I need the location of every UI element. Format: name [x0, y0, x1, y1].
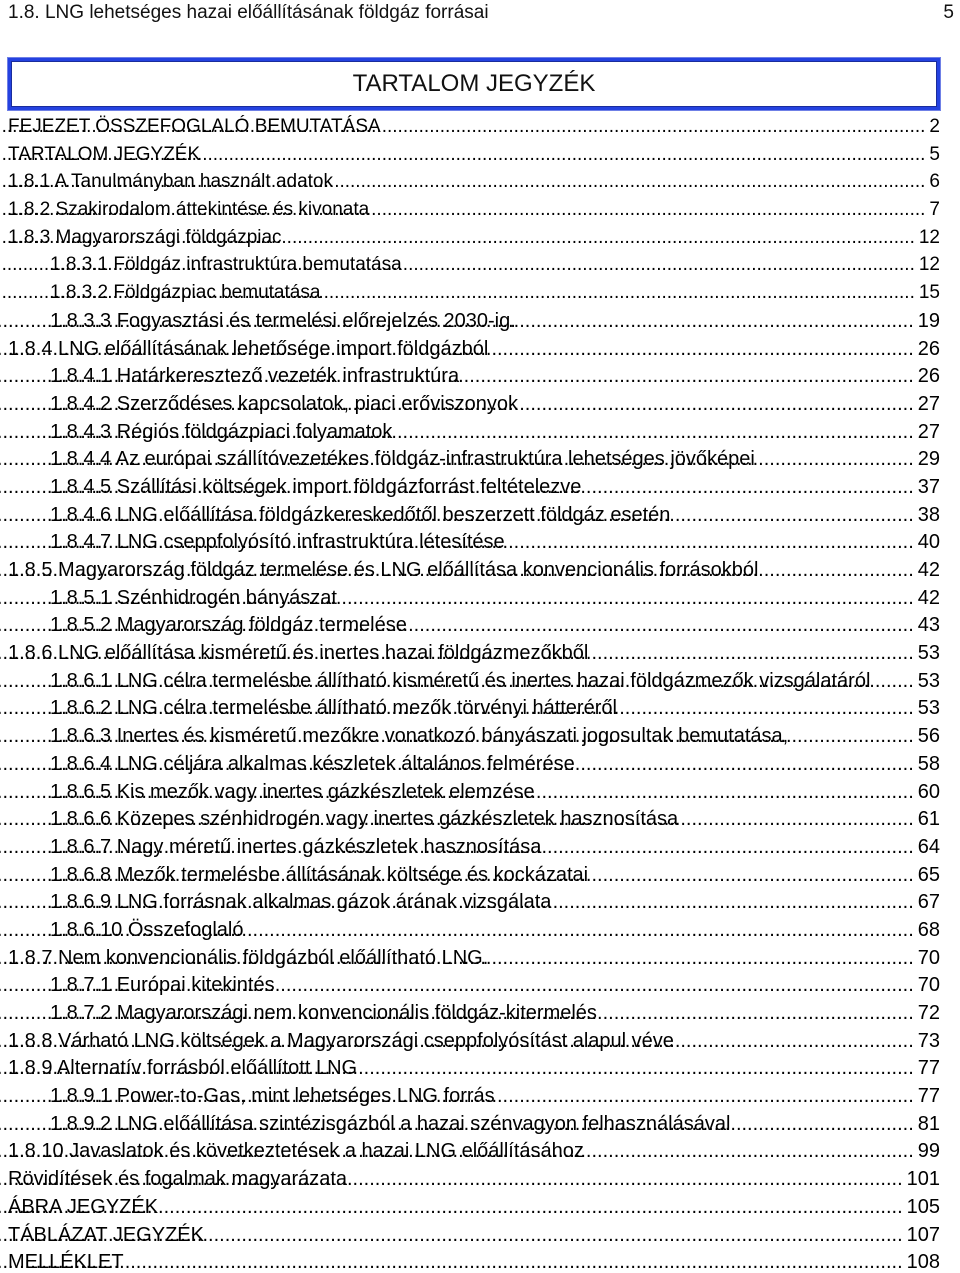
toc-leader	[617, 698, 914, 718]
toc-entry-page: 81	[917, 1112, 940, 1135]
toc-leader	[678, 809, 914, 829]
toc-leader	[320, 283, 914, 303]
toc-entry[interactable]	[8, 865, 940, 885]
toc-entry-text: FEJEZET ÖSSZEFOGLALÓ BEMUTATÁSA	[8, 116, 381, 137]
toc-entry-page: 56	[917, 725, 940, 748]
toc-leader	[584, 1141, 914, 1161]
toc-entry[interactable]	[8, 311, 940, 331]
toc-entry-page: 43	[917, 614, 940, 637]
toc-entry-text: 1.8.6.8 Mezők termelésbe állításának költsége és kockázatai	[50, 863, 589, 886]
toc-entry-page: 12	[918, 226, 940, 248]
toc-entry-text: 1.8.6.5 Kis mezők vagy inertes gázkészletek elemzése	[50, 780, 535, 803]
toc-entry-page: 101	[906, 1168, 940, 1191]
toc-entry[interactable]	[8, 615, 940, 635]
toc-leader	[575, 754, 914, 774]
toc-entry-text: 1.8.4.7 LNG cseppfolyósító infrastruktúra létesítése	[50, 531, 505, 554]
toc-entry-page: 77	[917, 1057, 940, 1080]
toc-entry[interactable]	[8, 1086, 940, 1106]
toc-entry[interactable]	[8, 228, 940, 248]
toc-leader	[158, 1197, 903, 1217]
toc-entry-page: 19	[917, 309, 940, 332]
toc-entry[interactable]	[8, 394, 940, 414]
toc-leader	[588, 643, 913, 663]
toc-leader	[535, 782, 914, 802]
toc-entry[interactable]	[8, 1058, 940, 1078]
toc-entry-text: 1.8.5.1 Szénhidrogén bányászat	[50, 586, 337, 609]
toc-entry-text: 1.8.5.2 Magyarország földgáz termelése	[50, 614, 407, 637]
toc-leader	[674, 1031, 914, 1051]
toc-entry-page: 2	[929, 116, 940, 137]
header-title: 1.8. LNG lehetséges hazai előállításának földgáz forrásai	[8, 2, 489, 23]
toc-entry-page: 107	[906, 1223, 940, 1246]
toc-entry-text: 1.8.6.4 LNG céljára alkalmas készletek általános felmérése	[50, 752, 575, 775]
toc-entry-page: 72	[917, 1002, 940, 1024]
toc-entry[interactable]	[8, 754, 940, 774]
toc-entry-page: 58	[917, 752, 940, 775]
toc-entry-text: 1.8.1 A Tanulmányban használt adatok	[8, 171, 334, 193]
toc-entry[interactable]	[8, 1031, 940, 1051]
toc-entry-text: 1.8.3.1 Földgáz infrastruktúra bemutatása	[50, 254, 402, 276]
toc-entry[interactable]	[8, 145, 940, 165]
toc-entry-page: 37	[917, 475, 940, 498]
toc-leader	[581, 477, 913, 497]
toc-leader	[124, 1252, 903, 1272]
toc-entry-page: 26	[917, 337, 940, 360]
toc-entry-page: 12	[918, 254, 940, 276]
toc-entry[interactable]	[8, 1197, 940, 1217]
toc-entry[interactable]	[8, 948, 940, 968]
toc-entry[interactable]	[8, 172, 940, 192]
toc-entry-page: 27	[917, 392, 940, 415]
toc-entry-text: 1.8.4.3 Régiós földgázpiaci folyamatok	[50, 420, 393, 443]
toc-leader	[275, 975, 914, 995]
toc-entry[interactable]	[8, 1141, 940, 1161]
toc-entry-text: MELLÉKLET	[8, 1251, 124, 1273]
toc-entry-text: 1.8.7 Nem konvencionális földgázból előállítható LNG.	[8, 946, 489, 969]
toc-leader	[597, 1003, 914, 1023]
toc-leader	[788, 726, 914, 746]
toc-entry-text: 1.8.8 Várható LNG költségek a Magyarországi cseppfolyósítást alapul véve	[8, 1029, 674, 1052]
toc-entry-text: 1.8.6.1 LNG célra termelésbe állítható kisméretű és inertes hazai földgázmezők vizsgálatáról	[50, 669, 871, 692]
toc-entry-page: 29	[917, 448, 940, 471]
toc-leader	[588, 865, 914, 885]
toc-entry-text: 1.8.5 Magyarország földgáz termelése és LNG előállítása konvencionális forrásokból	[8, 559, 759, 581]
toc-entry-text: 1.8.4.6 LNG előállítása földgázkereskedőtől beszerzett földgáz esetén	[50, 503, 671, 526]
toc-entry[interactable]	[8, 920, 940, 940]
toc-leader	[333, 172, 925, 192]
toc-entry-text: 1.8.10 Javaslatok és következtetések a hazai LNG előállításához	[8, 1140, 584, 1163]
toc-list	[8, 117, 940, 1272]
toc-leader	[488, 948, 913, 968]
toc-entry-text: 1.8.7.1 Európai kitekintés	[50, 974, 275, 997]
toc-entry-text: 1.8.2 Szakirodalom áttekintése és kivonata	[8, 199, 370, 221]
toc-entry-text: 1.8.9 Alternatív forrásból előállított LNG	[8, 1057, 358, 1080]
toc-entry-page: 40	[917, 531, 940, 554]
toc-entry-page: 42	[917, 586, 940, 609]
toc-leader	[459, 366, 914, 386]
toc-leader	[200, 145, 925, 165]
toc-entry-page: 5	[929, 143, 940, 165]
toc-entry-page: 42	[917, 559, 940, 581]
toc-entry-page: 70	[917, 946, 940, 969]
toc-entry[interactable]	[8, 892, 940, 912]
toc-entry-text: TÁBLÁZAT JEGYZÉK	[8, 1223, 204, 1246]
toc-leader	[505, 532, 914, 552]
toc-entry-text: 1.8.6.2 LNG célra termelésbe állítható mezők törvényi hátteréről	[50, 697, 617, 720]
toc-entry-page: 64	[917, 835, 940, 858]
toc-leader	[516, 311, 914, 331]
toc-leader	[541, 837, 913, 857]
toc-entry-page: 108	[906, 1251, 940, 1273]
toc-entry-text: Rövidítések és fogalmak magyarázata	[8, 1168, 348, 1191]
toc-entry-page: 6	[929, 171, 940, 193]
toc-entry[interactable]	[8, 1225, 940, 1245]
toc-entry-text: 1.8.3.2 Földgázpiac bemutatása	[50, 282, 321, 304]
toc-entry-text: 1.8.4 LNG előállításának lehetősége import földgázból	[8, 337, 489, 360]
toc-entry[interactable]	[8, 671, 940, 691]
toc-entry[interactable]	[8, 809, 940, 829]
toc-entry-page: 65	[917, 863, 940, 886]
toc-entry-text: 1.8.6.7 Nagy méretű inertes gázkészletek hasznosítása	[50, 835, 542, 858]
toc-leader	[337, 588, 914, 608]
toc-entry[interactable]	[8, 422, 940, 442]
toc-entry-page: 99	[917, 1140, 940, 1163]
toc-leader	[495, 1086, 914, 1106]
toc-entry[interactable]	[8, 560, 940, 580]
toc-entry-text: 1.8.9.1 Power-to-Gas, mint lehetséges LNG forrás	[50, 1085, 495, 1108]
toc-leader	[518, 394, 914, 414]
toc-entry-page: 15	[918, 282, 940, 304]
toc-entry-text: 1.8.6 LNG előállítása kisméretű és inertes hazai földgázmezőkből	[8, 642, 589, 665]
toc-leader	[357, 1058, 914, 1078]
toc-entry[interactable]	[8, 283, 940, 303]
toc-entry-text: 1.8.3.3 Fogyasztási és termelési előrejelzés 2030-ig.	[50, 309, 516, 332]
toc-leader	[243, 920, 913, 940]
toc-entry-page: 61	[917, 808, 940, 831]
toc-entry-text: 1.8.6.9 LNG forrásnak alkalmas gázok árának vizsgálata	[50, 891, 552, 914]
toc-entry-page: 26	[917, 365, 940, 388]
toc-entry-text: 1.8.6.10 Összefoglaló	[50, 918, 244, 941]
toc-entry[interactable]	[8, 255, 940, 275]
toc-entry-text: 1.8.6.6 Közepes szénhidrogén vagy inertes gázkészletek hasznosítása	[50, 808, 679, 831]
toc-leader	[670, 505, 913, 525]
toc-leader	[407, 615, 914, 635]
toc-entry[interactable]	[8, 782, 940, 802]
toc-leader	[392, 422, 913, 442]
toc-title: TARTALOM JEGYZÉK	[352, 70, 596, 97]
toc-entry[interactable]	[8, 1003, 940, 1023]
toc-entry-page: 105	[906, 1195, 940, 1218]
toc-entry[interactable]	[8, 1114, 940, 1134]
toc-entry-page: 68	[917, 918, 940, 941]
toc-entry-page: 53	[917, 697, 940, 720]
toc-entry-page: 67	[917, 891, 940, 914]
toc-leader	[282, 228, 915, 248]
toc-entry[interactable]	[8, 698, 940, 718]
toc-entry[interactable]	[8, 975, 940, 995]
toc-entry-text: 1.8.7.2 Magyarországi nem konvencionális földgáz-kitermelés	[50, 1002, 597, 1024]
toc-leader	[369, 200, 925, 220]
toc-leader	[381, 117, 926, 137]
toc-entry[interactable]	[8, 837, 940, 857]
toc-entry[interactable]	[8, 339, 940, 359]
toc-entry-page: 7	[929, 199, 940, 221]
toc-leader	[755, 449, 914, 469]
toc-entry-text: 1.8.9.2 LNG előállítása szintézisgázból a hazai szénvagyon felhasználásával	[50, 1112, 731, 1135]
toc-entry-text: 1.8.3 Magyarországi földgázpiac	[8, 226, 282, 248]
toc-entry[interactable]	[8, 532, 940, 552]
toc-entry[interactable]	[8, 643, 940, 663]
toc-entry-page: 60	[917, 780, 940, 803]
toc-leader	[758, 560, 913, 580]
toc-entry[interactable]	[8, 726, 940, 746]
toc-entry-page: 70	[917, 974, 940, 997]
toc-entry-text: 1.8.4.2 Szerződéses kapcsolatok, piaci erőviszonyok	[50, 392, 519, 415]
toc-entry-text: ÁBRA JEGYZÉK	[8, 1195, 159, 1218]
toc-entry[interactable]	[8, 1169, 940, 1189]
toc-entry-text: 1.8.6.3 Inertes és kisméretű mezőkre vonatkozó bányászati jogosultak bemutatása,	[50, 725, 789, 748]
toc-entry[interactable]	[8, 505, 940, 525]
toc-entry-text: 1.8.4.1 Határkeresztező vezeték infrastruktúra	[50, 365, 460, 388]
toc-entry-text: 1.8.4.5 Szállítási költségek import földgázforrást feltételezve	[50, 475, 582, 498]
toc-leader	[402, 255, 915, 275]
toc-entry[interactable]	[8, 449, 940, 469]
toc-entry[interactable]	[8, 366, 940, 386]
toc-leader	[347, 1169, 903, 1189]
toc-entry-page: 73	[917, 1029, 940, 1052]
toc-entry-text: 1.8.4.4 Az európai szállítóvezetékes földgáz-infrastruktúra lehetséges jövőképei	[50, 448, 755, 471]
toc-entry[interactable]	[8, 117, 940, 137]
toc-leader	[870, 671, 913, 691]
toc-leader	[204, 1225, 903, 1245]
toc-entry-text: TARTALOM JEGYZÉK	[8, 143, 201, 165]
toc-entry-page: 38	[917, 503, 940, 526]
toc-leader	[551, 892, 913, 912]
toc-leader	[488, 339, 913, 359]
toc-entry-page: 53	[917, 642, 940, 665]
toc-title-box	[8, 58, 940, 110]
toc-entry[interactable]	[8, 588, 940, 608]
toc-entry[interactable]	[8, 477, 940, 497]
toc-entry[interactable]	[8, 200, 940, 220]
page-header	[8, 0, 954, 26]
toc-entry[interactable]	[8, 1252, 940, 1272]
toc-entry-page: 53	[917, 669, 940, 692]
toc-entry-page: 77	[917, 1085, 940, 1108]
header-page-number: 5	[943, 2, 954, 23]
toc-entry-page: 27	[917, 420, 940, 443]
toc-leader	[730, 1114, 913, 1134]
